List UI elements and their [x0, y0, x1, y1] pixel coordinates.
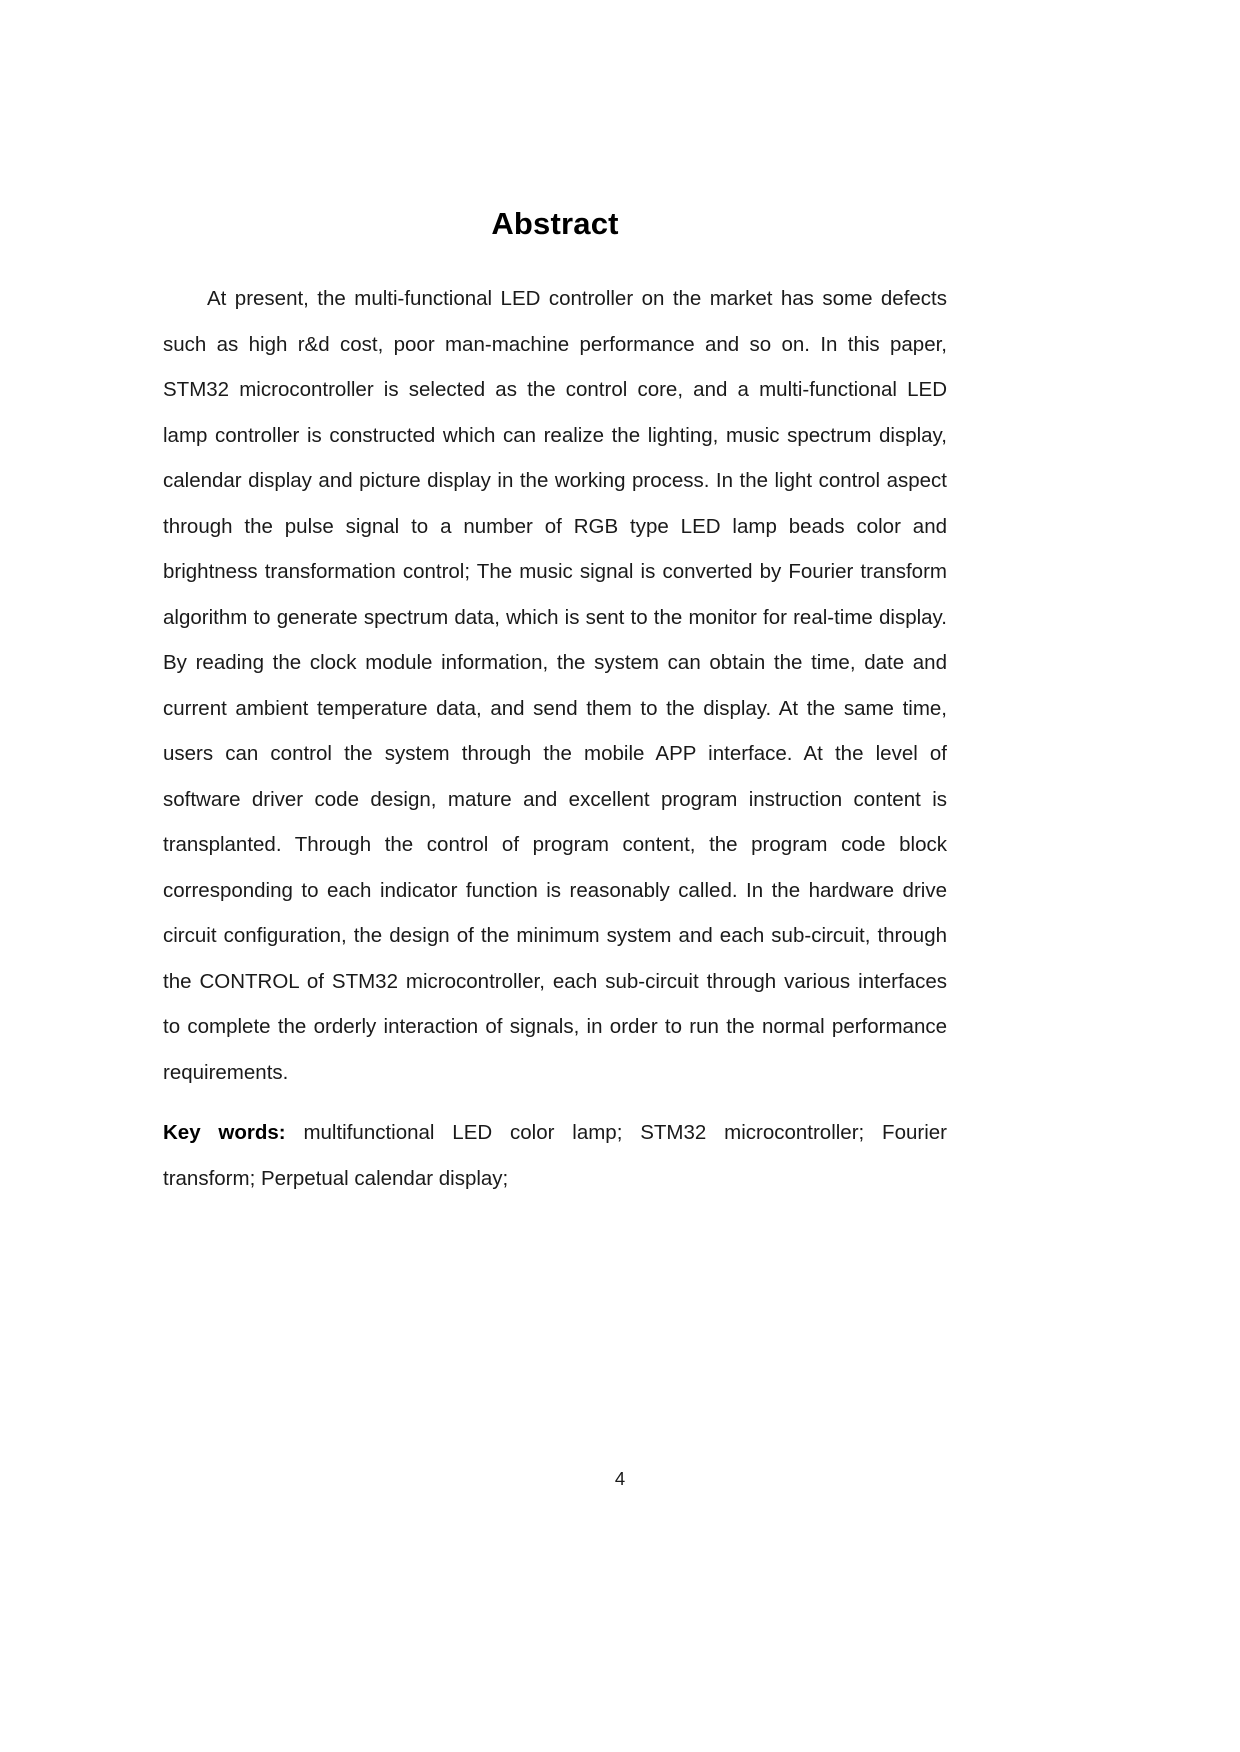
keywords-label: Key words:	[163, 1121, 286, 1145]
page-number: 4	[614, 1468, 626, 1489]
abstract-paragraph: At present, the multi-functional LED controller on the market has some defects such as high r&d cost, poor man-machine performance and so on. In this paper, STM32 microcontroller is selected as the control core, and a multi-functional LED lamp controller is constructed which can realize the lighting, music spectrum display, calendar display and picture display in the working process. In the light control aspect through the pulse signal to a number of RGB type LED lamp beads color and brightness transformation control; The music signal is converted by Fourier transform algorithm to generate spectrum data, which is sent to the monitor for real-time display. By reading the clock module information, the system can obtain the time, date and current ambient temperature data, and send them to the display. At the same time, users can control the system through the mobile APP interface. At the level of software driver code design, mature and excellent program instruction content is transplanted. Through the control of program content, the program code block corresponding to each indicator function is reasonably called. In the hardware drive circuit configuration, the design of the minimum system and each sub-circuit, through the CONTROL of STM32 microcontroller, each sub-circuit through various interfaces to complete the orderly interaction of signals, in order to run the normal performance requirements.	[163, 287, 947, 1084]
page-content	[163, 0, 947, 1201]
keywords-value: multifunctional LED color lamp; STM32 microcontroller; Fourier transform; Perpetual calendar display;	[163, 1121, 947, 1190]
keywords-line	[163, 1095, 947, 1201]
page-title: Abstract	[491, 206, 619, 241]
